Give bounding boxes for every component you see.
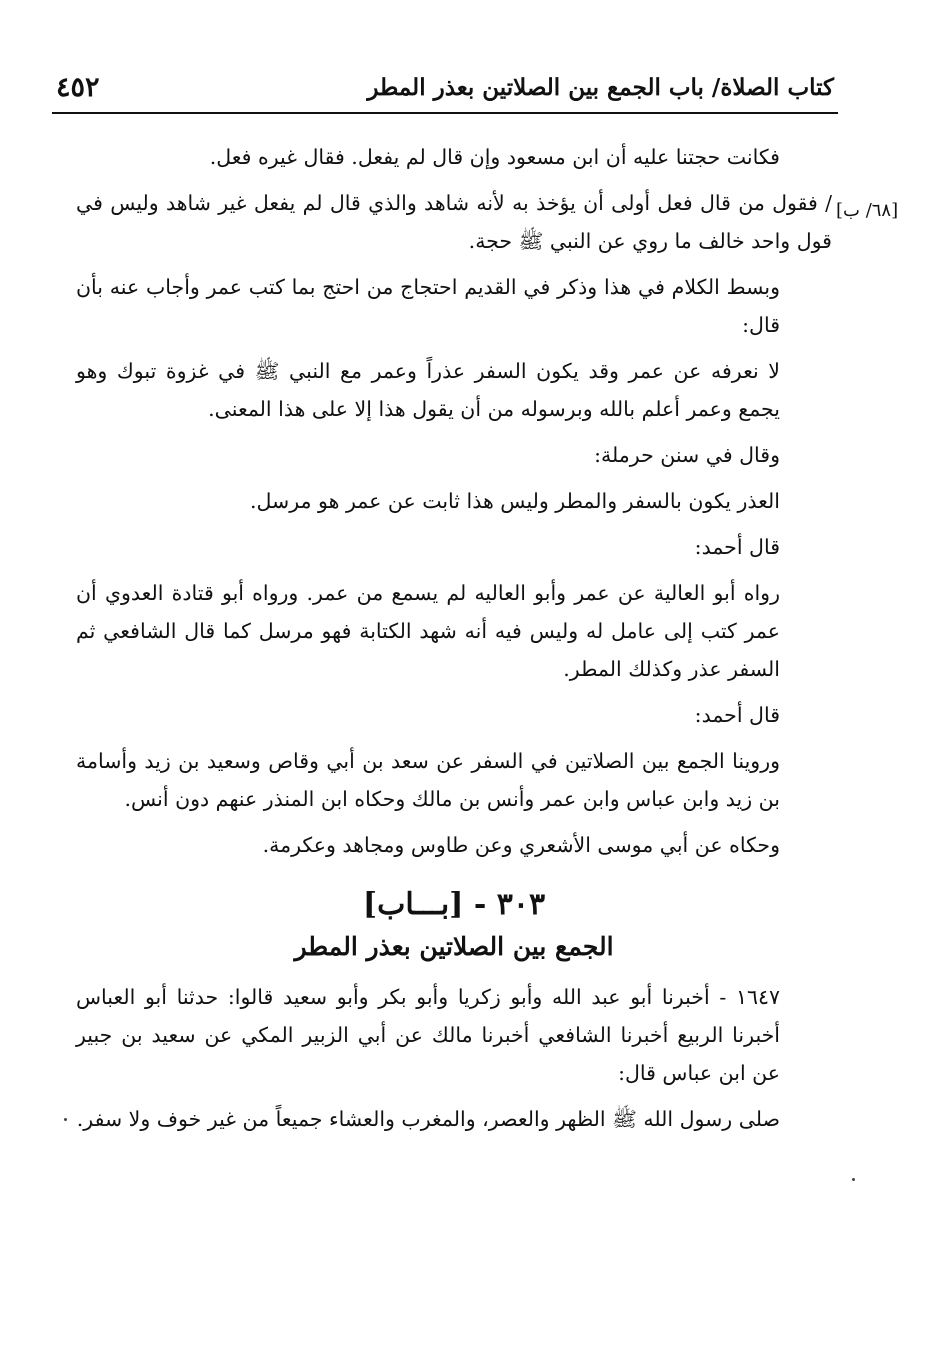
paragraph: العذر يكون بالسفر والمطر وليس هذا ثابت عن عمر هو مرسل.: [250, 489, 780, 513]
running-title: كتاب الصلاة/ باب الجمع بين الصلاتين بعذر المطر: [367, 74, 834, 101]
paragraph: رواه أبو العالية عن عمر وأبو العاليه لم يسمع من عمر. ورواه أبو قتادة العدوي أن عمر كتب إلى عامل له وليس فيه أنه شهد الكتابة فهو مرسل كما قال الشافعي ثم السفر عذر وكذلك المطر.: [76, 581, 780, 681]
paragraph: فكانت حجتنا عليه أن ابن مسعود وإن قال لم يفعل. فقال غيره فعل.: [209, 145, 780, 169]
paragraph: قال أحمد:: [694, 535, 780, 559]
page-number: ٤٥٢: [56, 72, 100, 103]
page-header: [52, 70, 838, 114]
scan-speck: [852, 1178, 855, 1181]
paragraph: / فقول من قال فعل أولى أن يؤخذ به لأنه شاهد والذي قال لم يفعل غير شاهد وليس في قول واحد خالف ما روي عن النبي ﷺ حجة.: [76, 191, 832, 253]
paragraph: صلى رسول الله ﷺ الظهر والعصر، والمغرب والعشاء جميعاً من غير خوف ولا سفر.: [76, 1107, 780, 1131]
paragraph: لا نعرفه عن عمر وقد يكون السفر عذراً وعمر مع النبي ﷺ في غزوة تبوك وهو يجمع وعمر أعلم بالله وبرسوله من أن يقول هذا إلا على هذا المعنى.: [76, 359, 780, 421]
header-rule: [52, 112, 838, 114]
paragraph: قال أحمد:: [694, 703, 780, 727]
section-number: ٣٠٣ - [بـــاب]: [362, 887, 546, 922]
margin-note: [٦٨/ ب]: [836, 200, 899, 221]
paragraph: وبسط الكلام في هذا وذكر في القديم احتجاج من احتج بما كتب عمر وأجاب عنه بأن قال:: [76, 275, 780, 337]
main-text: [76, 138, 832, 1146]
paragraph: وحكاه عن أبي موسى الأشعري وعن طاوس ومجاهد وعكرمة.: [262, 833, 780, 857]
section-title: الجمع بين الصلاتين بعذر المطر: [294, 932, 614, 961]
paragraph: ١٦٤٧ - أخبرنا أبو عبد الله وأبو زكريا وأبو بكر وأبو سعيد قالوا: حدثنا أبو العباس أخبرنا الربيع أخبرنا الشافعي أخبرنا مالك عن أبي الزبير المكي عن سعيد بن جبير عن ابن عباس قال:: [76, 985, 780, 1085]
scan-speck: [64, 1118, 67, 1121]
paragraph: وروينا الجمع بين الصلاتين في السفر عن سعد بن أبي وقاص وسعيد بن زيد وأسامة بن زيد وابن عباس وابن عمر وأنس بن مالك وحكاه ابن المنذر عنهم دون أنس.: [76, 749, 780, 811]
paragraph: وقال في سنن حرملة:: [594, 443, 780, 467]
